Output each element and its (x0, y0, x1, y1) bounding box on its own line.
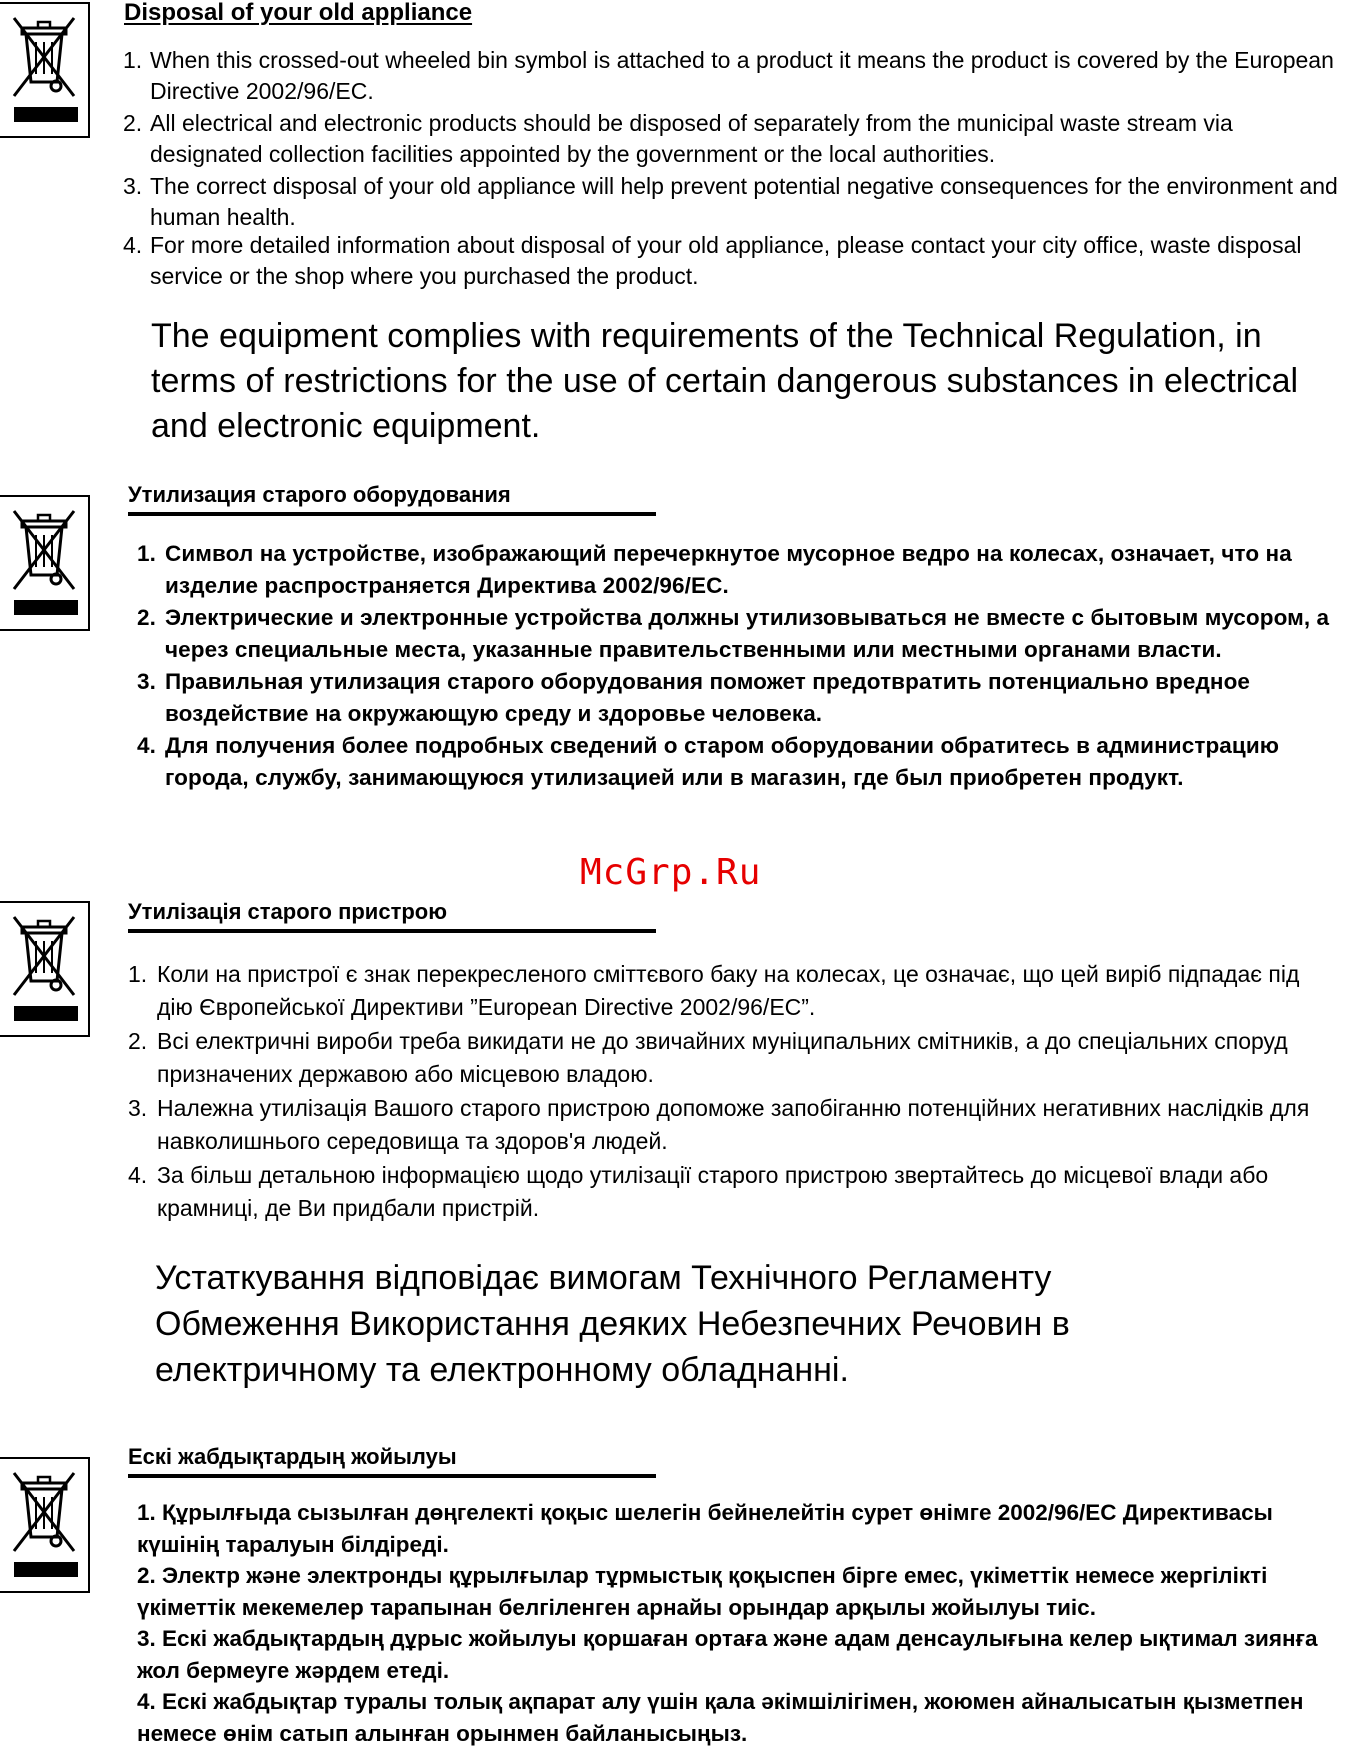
item-text: When this crossed-out wheeled bin symbol is attached to a product it means the product is covered by the European Directive 2002/96/EC. (150, 47, 1334, 104)
crossed-out-wheeled-bin-icon (8, 12, 80, 102)
russian-heading: Утилизация старого оборудования (128, 482, 656, 516)
list-item (137, 602, 1337, 666)
list-item (137, 1497, 1327, 1560)
list-item (137, 1623, 1327, 1686)
russian-list (137, 538, 1337, 794)
item-text: Электрические и электронные устройства должны утилизовываться не вместе с бытовым мусором, а через специальные места, указанные правительственными или местными органами власти. (165, 605, 1330, 662)
item-number: 1. (137, 1500, 156, 1525)
list-item (123, 45, 1338, 107)
item-text: Для получения более подробных сведений о старом оборудовании обратитесь в администрацию города, службу, занимающуюся утилизацией или в магазин, где был приобретен продукт. (165, 733, 1280, 790)
list-item (137, 730, 1337, 794)
item-number: 1. (137, 541, 156, 566)
item-text: Ескі жабдықтардың дұрыс жойылуы қоршаған ортаға және адам денсаулығына келер ықтимал зиянға жол бермеуге жәрдем етеді. (137, 1626, 1318, 1683)
item-text: За більш детальною інформацією щодо утилізації старого пристрою звертайтесь до місцевої влади або крамниці, де Ви придбали пристрій. (157, 1162, 1269, 1221)
weee-symbol-box (0, 495, 90, 631)
item-number: 3. (137, 1626, 156, 1651)
english-list (123, 45, 1338, 292)
item-text: Құрылғыда сызылған дөңгелекті қоқыс шелегін бейнелейтін сурет өнімге 2002/96/EC Директивасы күшінің таралуын білдіреді. (137, 1500, 1273, 1557)
item-number: 2. (137, 1563, 156, 1588)
item-text: The correct disposal of your old appliance will help prevent potential negative consequences for the environment and human health. (150, 173, 1338, 230)
weee-symbol-box (0, 1457, 90, 1593)
item-text: Правильная утилизация старого оборудования поможет предотвратить потенциально вредное воздействие на окружающую среду и здоровье человека. (165, 669, 1251, 726)
list-item (128, 1092, 1338, 1158)
item-number: 3. (128, 1095, 148, 1121)
weee-symbol-bar (14, 1006, 78, 1021)
item-text: Всі електричні вироби треба викидати не до звичайних муніципальних смітників, а до спеціальних споруд призначених державою або місцевою владою. (157, 1028, 1288, 1087)
item-number: 3. (137, 669, 156, 694)
list-item (128, 958, 1338, 1024)
english-compliance-statement: The equipment complies with requirements of the Technical Regulation, in terms of restrictions for the use of certain dangerous substances in electrical and electronic equipment. (151, 317, 1299, 445)
item-number: 4. (137, 1689, 156, 1714)
ukrainian-heading: Утилізація старого пристрою (128, 899, 656, 933)
item-text: Ескі жабдықтар туралы толық ақпарат алу үшін қала әкімшілігімен, жоюмен айналысатын қызметпен немесе өнім сатып алынған орынмен байланысыңыз. (137, 1689, 1304, 1746)
crossed-out-wheeled-bin-icon (8, 505, 80, 595)
item-text: Коли на пристрої є знак перекресленого сміттєвого баку на колесах, це означає, що цей виріб підпадає під дію Європейської Директиви ”European Directive 2002/96/EC”. (157, 961, 1300, 1020)
ukrainian-list (128, 958, 1338, 1225)
list-item (123, 108, 1338, 170)
kazakh-heading: Ескі жабдықтардың жойылуы (128, 1444, 656, 1478)
kazakh-list (137, 1497, 1327, 1749)
item-text: Символ на устройстве, изображающий перечеркнутое мусорное ведро на колесах, означает, что на изделие распространяется Директива 2002/96/EC. (165, 541, 1292, 598)
list-item (128, 1159, 1338, 1225)
weee-symbol-bar (14, 1562, 78, 1577)
list-item (128, 1025, 1338, 1091)
weee-symbol-bar (14, 600, 78, 615)
crossed-out-wheeled-bin-icon (8, 911, 80, 1001)
item-number: 2. (137, 605, 156, 630)
list-item (137, 538, 1337, 602)
weee-symbol-box (0, 2, 90, 138)
weee-symbol-bar (14, 107, 78, 122)
list-item (123, 171, 1338, 233)
item-number: 1. (128, 961, 148, 987)
ukrainian-compliance-statement: Устаткування відповідає вимогам Технічного Регламенту Обмеження Використання деяких Небезпечних Речовин в електричному та електронному обладнанні. (155, 1259, 1070, 1389)
item-number: 1. (123, 47, 143, 73)
item-text: Належна утилізація Вашого старого пристрою допоможе запобіганню потенційних негативних наслідків для навколишнього середовища та здоров'я людей. (157, 1095, 1310, 1154)
english-heading: Disposal of your old appliance (124, 0, 473, 26)
list-item (137, 1560, 1327, 1623)
item-number: 4. (123, 232, 143, 258)
item-number: 2. (123, 110, 143, 136)
list-item (123, 230, 1338, 292)
item-number: 4. (137, 733, 156, 758)
crossed-out-wheeled-bin-icon (8, 1467, 80, 1557)
item-text: Электр және электронды құрылғылар тұрмыстық қоқыспен бірге емес, үкіметтік немесе жергілікті үкіметтік мекемелер тарапынан белгіленген арнайы орындар арқылы жойылуы тиіс. (137, 1563, 1268, 1620)
item-number: 4. (128, 1162, 148, 1188)
item-number: 2. (128, 1028, 148, 1054)
item-text: All electrical and electronic products should be disposed of separately from the municipal waste stream via designated collection facilities appointed by the government or the local authorities. (150, 110, 1233, 167)
watermark: McGrp.Ru (580, 852, 762, 893)
item-number: 3. (123, 173, 143, 199)
list-item (137, 666, 1337, 730)
weee-symbol-box (0, 901, 90, 1037)
item-text: For more detailed information about disposal of your old appliance, please contact your city office, waste disposal service or the shop where you purchased the product. (150, 232, 1302, 289)
list-item (137, 1686, 1327, 1749)
